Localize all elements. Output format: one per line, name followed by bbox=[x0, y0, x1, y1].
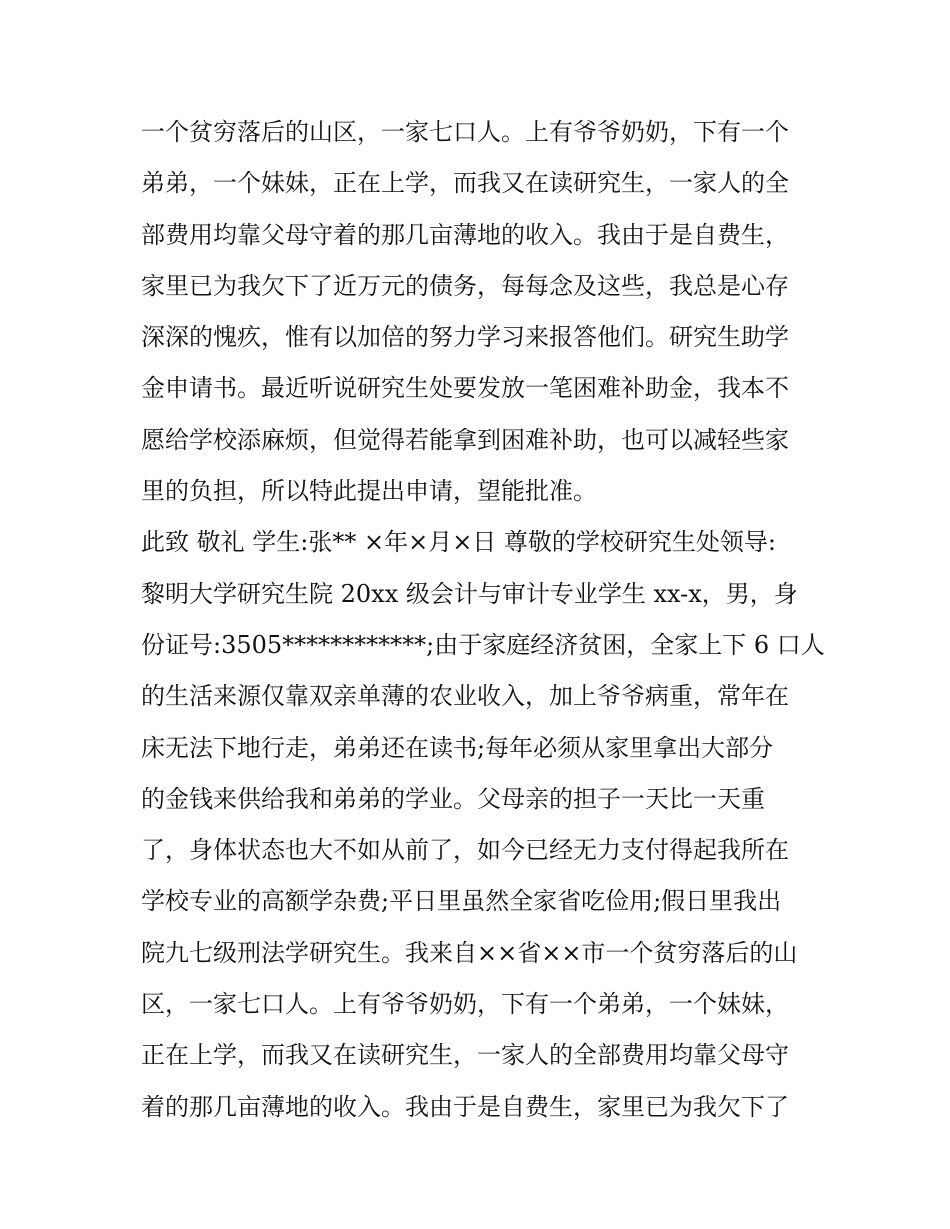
text-line: 份证号:3505************;由于家庭经济贫困，全家上下 6 口人 bbox=[141, 630, 825, 659]
text-line: 的生活来源仅靠双亲单薄的农业收入，加上爷爷病重，常年在 bbox=[141, 682, 789, 711]
text-line: 床无法下地行走，弟弟还在读书;每年必须从家里拿出大部分 bbox=[141, 733, 774, 762]
text-line: 一个贫穷落后的山区，一家七口人。上有爷爷奶奶，下有一个 bbox=[141, 118, 789, 146]
text-line: 家里已为我欠下了近万元的债务，每每念及这些，我总是心存 bbox=[141, 271, 789, 300]
text-line: 部费用均靠父母守着的那几亩薄地的收入。我由于是自费生， bbox=[141, 220, 789, 249]
text-line: 黎明大学研究生院 20xx 级会计与审计专业学生 xx-x，男，身 bbox=[141, 579, 798, 608]
text-line: 院九七级刑法学研究生。我来自××省××市一个贫穷落后的山 bbox=[141, 938, 798, 967]
text-line: 的金钱来供给我和弟弟的学业。父母亲的担子一天比一天重 bbox=[141, 784, 765, 813]
text-line: 愿给学校添麻烦，但觉得若能拿到困难补助，也可以减轻些家 bbox=[141, 425, 789, 454]
body-text bbox=[141, 107, 825, 1133]
text-line: 弟弟，一个妹妹，正在上学，而我又在读研究生，一家人的全 bbox=[141, 169, 789, 198]
text-line: 金申请书。最近听说研究生处要发放一笔困难补助金，我本不 bbox=[141, 374, 789, 403]
text-line: 正在上学，而我又在读研究生，一家人的全部费用均靠父母守 bbox=[141, 1041, 789, 1070]
text-line: 学校专业的高额学杂费;平日里虽然全家省吃俭用;假日里我出 bbox=[141, 887, 782, 916]
text-line: 里的负担，所以特此提出申请，望能批准。 bbox=[141, 477, 597, 506]
text-line: 着的那几亩薄地的收入。我由于是自费生，家里已为我欠下了 bbox=[141, 1092, 789, 1121]
closing-line: 此致 敬礼 学生:张** ×年×月×日 尊敬的学校研究生处领导: bbox=[141, 528, 777, 557]
text-line: 深深的愧疚，惟有以加倍的努力学习来报答他们。研究生助学 bbox=[141, 323, 789, 352]
text-line: 区，一家七口人。上有爷爷奶奶，下有一个弟弟，一个妹妹， bbox=[141, 990, 789, 1019]
text-line: 了，身体状态也大不如从前了，如今已经无力支付得起我所在 bbox=[141, 836, 789, 865]
